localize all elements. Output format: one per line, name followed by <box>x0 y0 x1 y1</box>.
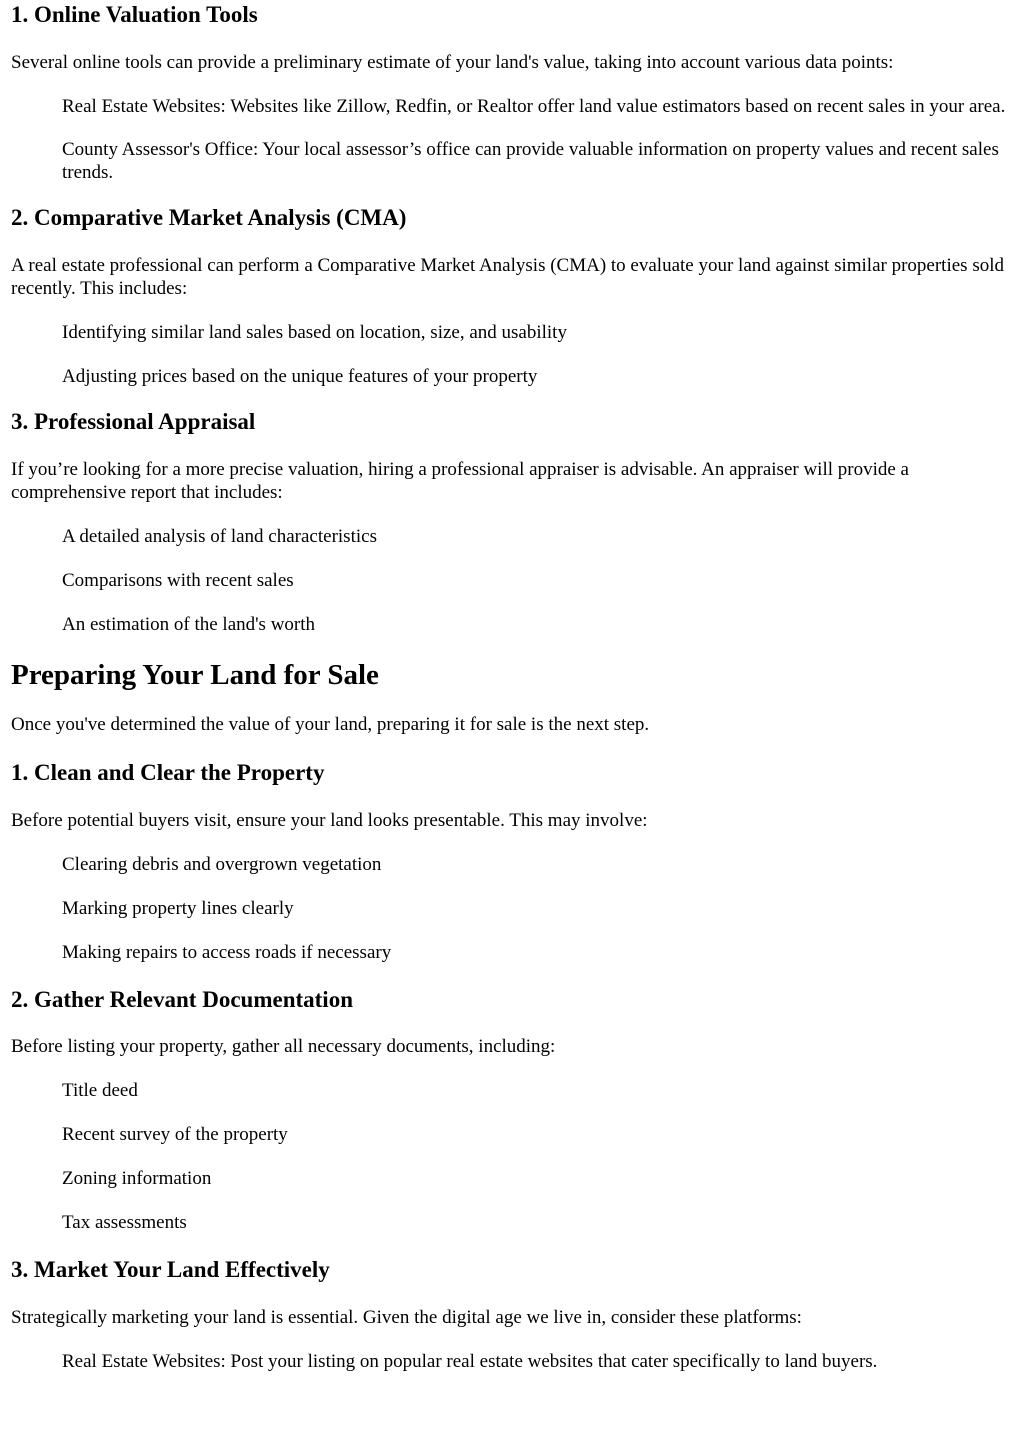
section-heading-comparative-market-analysis: 2. Comparative Market Analysis (CMA) <box>11 205 407 230</box>
list-item: An estimation of the land's worth <box>62 614 316 635</box>
section-heading-market-land-effectively: 3. Market Your Land Effectively <box>11 1257 330 1282</box>
list-item: Zoning information <box>62 1168 212 1189</box>
list-item: Real Estate Websites: Websites like Zillow, Redfin, or Realtor offer land value estimators based on recent sales in your area. <box>62 96 1006 117</box>
list-item: Recent survey of the property <box>62 1124 288 1145</box>
section-intro: Before potential buyers visit, ensure your land looks presentable. This may involve: <box>11 810 648 831</box>
list-item: Real Estate Websites: Post your listing on popular real estate websites that cater specifically to land buyers. <box>62 1351 878 1372</box>
list-item: County Assessor's Office: Your local assessor’s office can provide valuable information on property values and recent sales trends. <box>62 139 999 183</box>
list-item: Identifying similar land sales based on location, size, and usability <box>62 322 567 343</box>
section-heading-professional-appraisal: 3. Professional Appraisal <box>11 409 256 434</box>
list-item: Adjusting prices based on the unique features of your property <box>62 366 538 387</box>
section-heading-online-valuation-tools: 1. Online Valuation Tools <box>11 2 258 27</box>
section-heading-gather-documentation: 2. Gather Relevant Documentation <box>11 987 353 1012</box>
list-item: Tax assessments <box>62 1212 187 1233</box>
list-item: Title deed <box>62 1080 138 1101</box>
section-intro: If you’re looking for a more precise valuation, hiring a professional appraiser is advisable. An appraiser will provide a comprehensive report that includes: <box>11 459 909 503</box>
list-item: Clearing debris and overgrown vegetation <box>62 854 382 875</box>
main-intro: Once you've determined the value of your land, preparing it for sale is the next step. <box>11 714 650 735</box>
section-intro: A real estate professional can perform a Comparative Market Analysis (CMA) to evaluate your land against similar properties sold recently. This includes: <box>11 255 1004 299</box>
main-heading-preparing-land-for-sale: Preparing Your Land for Sale <box>11 659 379 691</box>
list-item: Marking property lines clearly <box>62 898 294 919</box>
section-intro: Strategically marketing your land is essential. Given the digital age we live in, consider these platforms: <box>11 1307 802 1328</box>
article <box>0 1 1024 1373</box>
list-item: Comparisons with recent sales <box>62 570 294 591</box>
section-intro: Before listing your property, gather all necessary documents, including: <box>11 1036 556 1057</box>
list-item: A detailed analysis of land characteristics <box>62 526 377 547</box>
section-intro: Several online tools can provide a preliminary estimate of your land's value, taking into account various data points: <box>11 52 894 73</box>
list-item: Making repairs to access roads if necessary <box>62 942 392 963</box>
section-heading-clean-and-clear: 1. Clean and Clear the Property <box>11 760 325 785</box>
